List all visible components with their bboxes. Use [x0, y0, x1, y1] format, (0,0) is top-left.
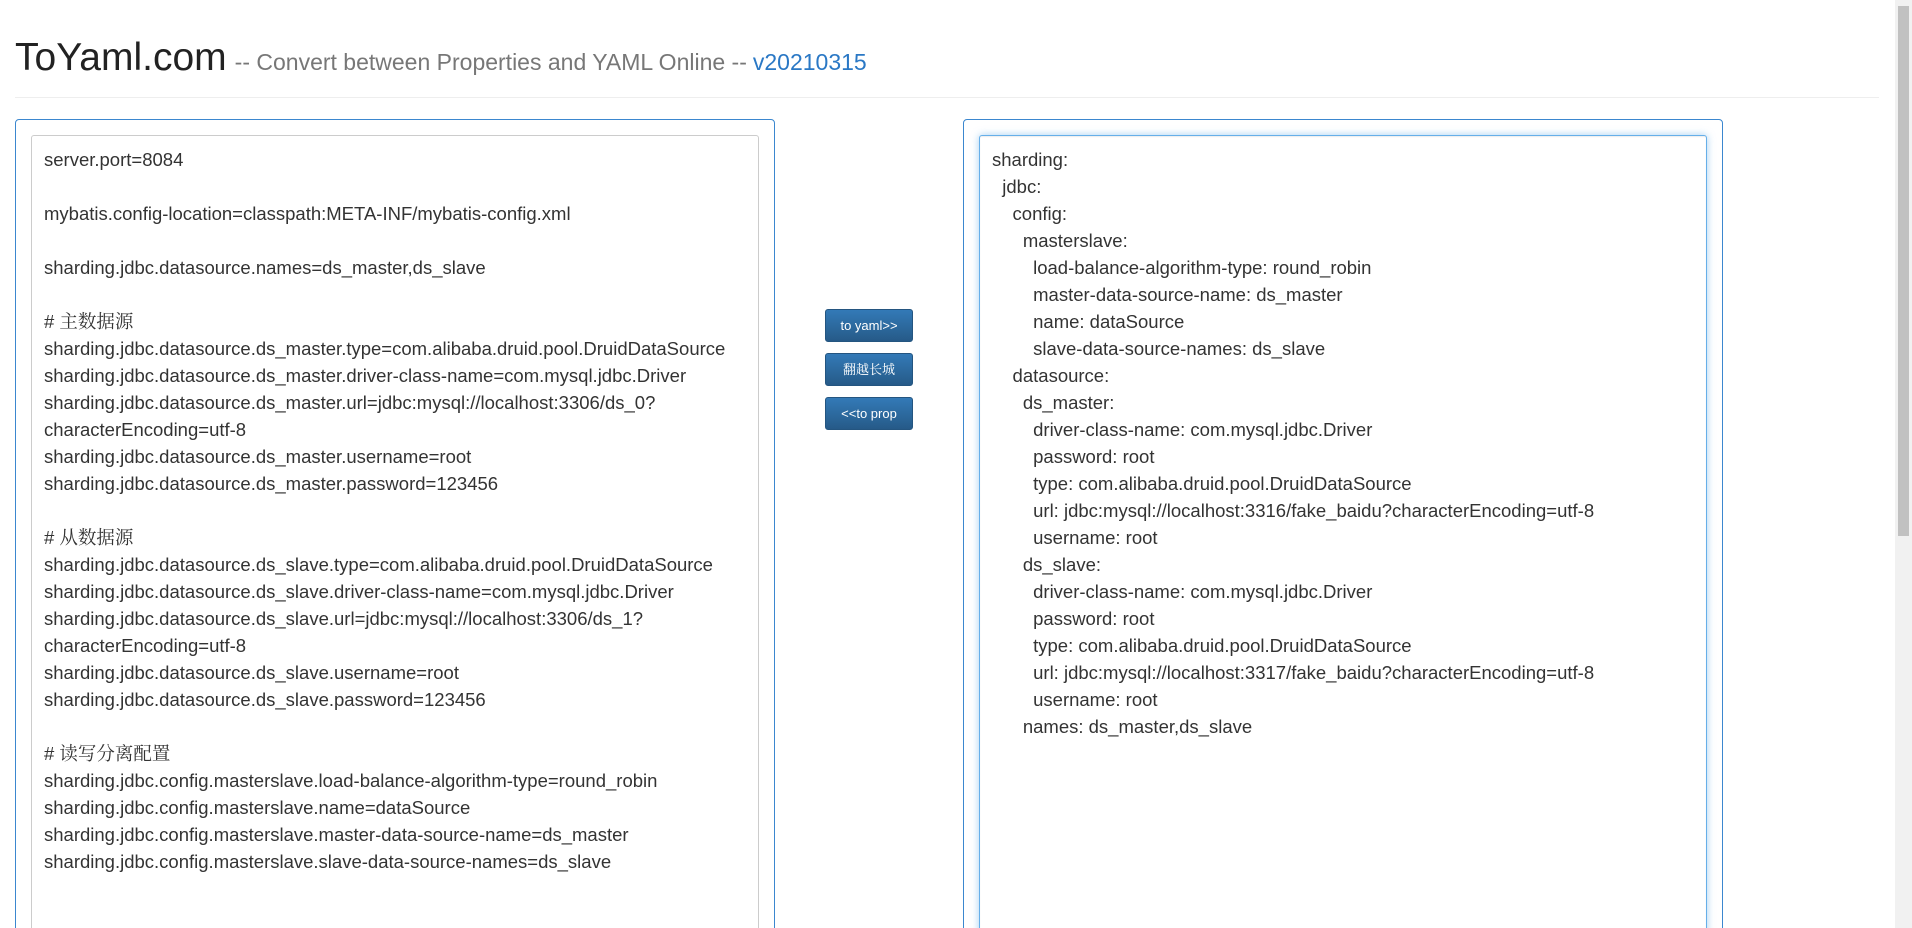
yaml-textarea[interactable] — [979, 135, 1707, 928]
brand-title: ToYaml.com — [15, 36, 227, 79]
to-prop-button[interactable]: <<to prop — [825, 397, 913, 430]
version-link[interactable]: v20210315 — [752, 49, 867, 75]
page-tagline: -- Convert between Properties and YAML Online -- — [234, 49, 747, 75]
properties-panel — [15, 119, 775, 928]
page-header — [15, 36, 867, 80]
scrollbar-thumb[interactable] — [1898, 6, 1909, 536]
great-wall-button[interactable]: 翻越长城 — [825, 353, 913, 386]
properties-textarea[interactable] — [31, 135, 759, 928]
page-scrollbar[interactable] — [1895, 0, 1912, 928]
to-yaml-button[interactable]: to yaml>> — [825, 309, 913, 342]
header-divider — [15, 97, 1879, 98]
yaml-panel — [963, 119, 1723, 928]
